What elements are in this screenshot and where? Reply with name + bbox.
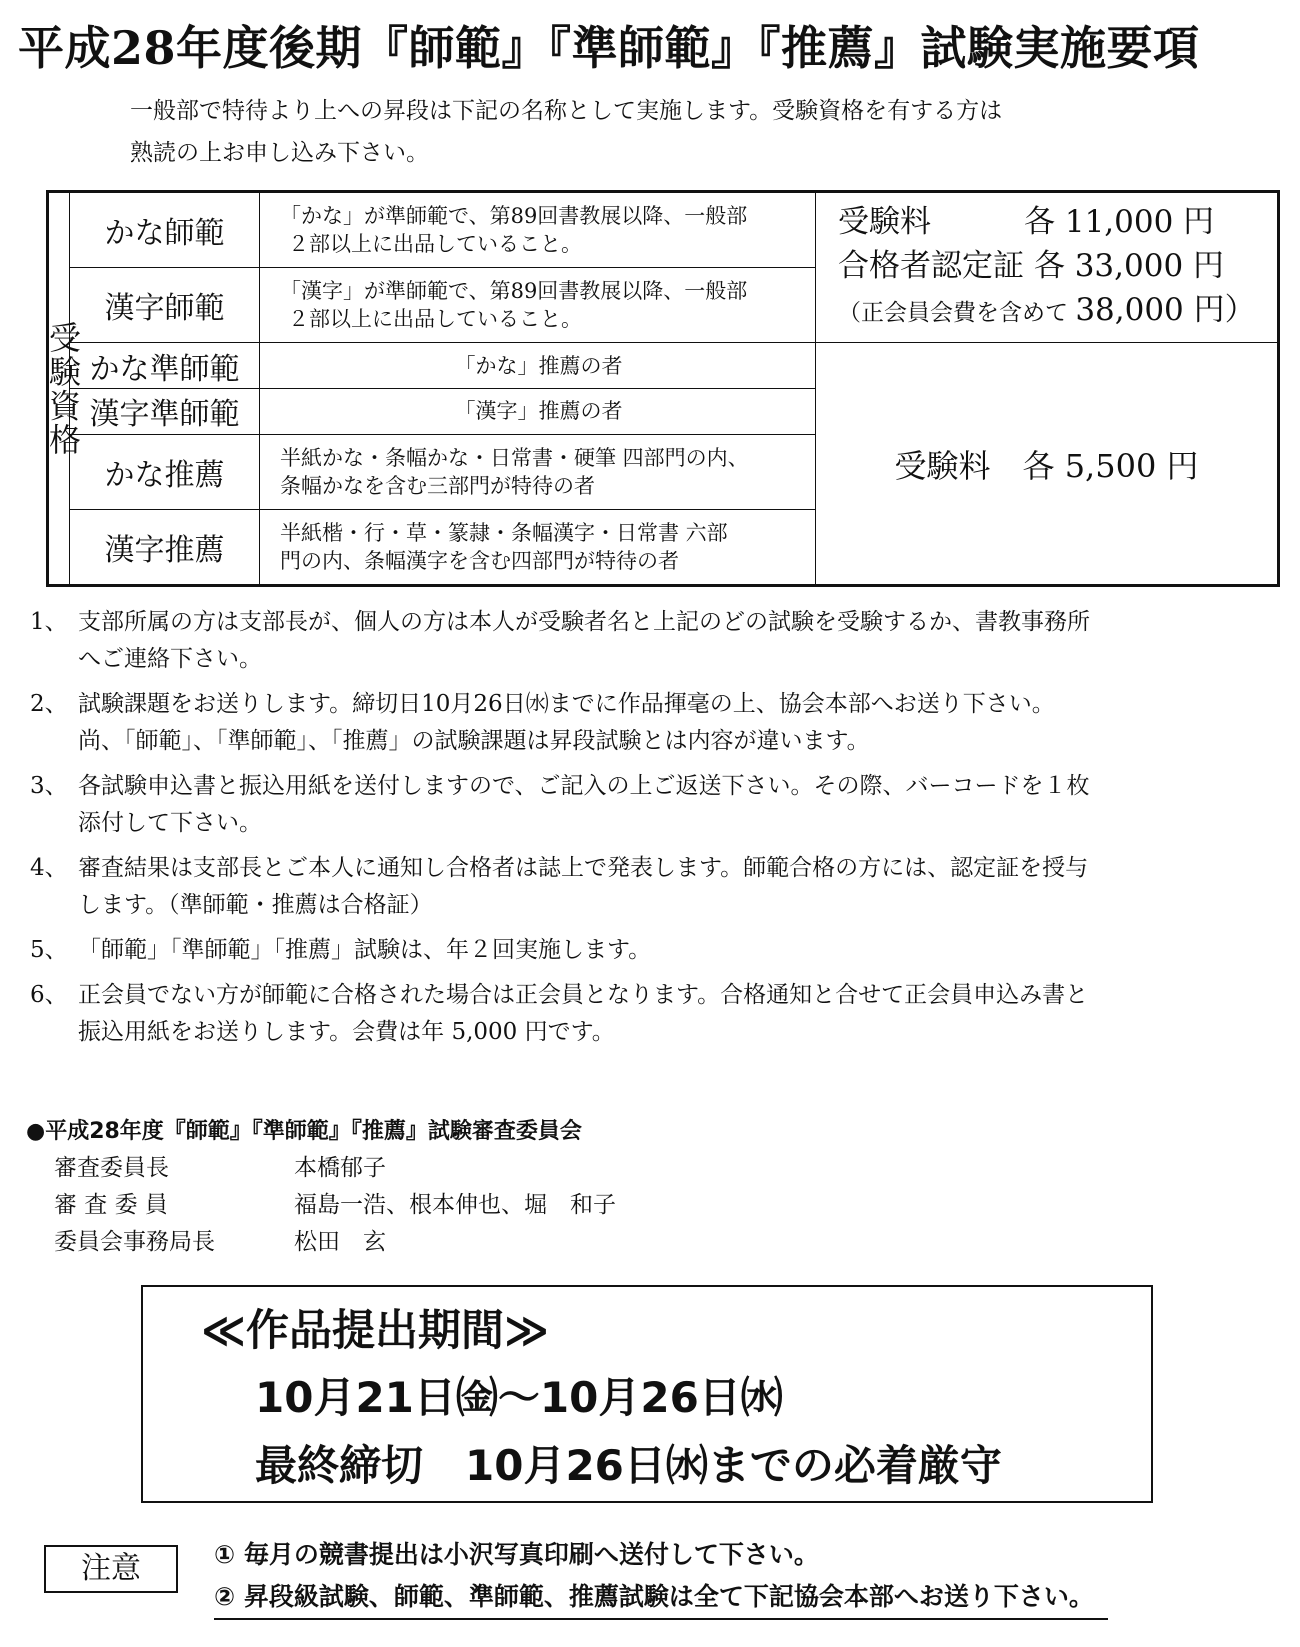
exam-name: 漢字推薦 <box>70 510 260 586</box>
page-title: 平成28年度後期『師範』『準師範』『推薦』試験実施要項 <box>18 21 1200 75</box>
notes-list <box>30 604 1280 1059</box>
note-item: 3、 各試験申込書と振込用紙を送付しますので、ご記入の上ご返送下さい。その際、バーコードを１枚 添付して下さい。 <box>30 773 1090 836</box>
exam-condition: 「漢字」推薦の者 <box>260 388 816 434</box>
exam-condition: 「かな」推薦の者 <box>260 343 816 389</box>
note-item: 2、 試験課題をお送りします。締切日10月26日㈬までに作品揮毫の上、協会本部へお送り下さい。 尚、「師範」、「準師範」、「推薦」の試験課題は昇段試験とは内容が違います。 <box>30 691 1055 754</box>
exam-condition: 「漢字」が準師範で、第89回書教展以降、一般部 ２部以上に出品していること。 <box>260 267 816 343</box>
submission-period-box <box>141 1285 1153 1503</box>
caution-item: ② 昇段級試験、師範、準師範、推薦試験は全て下記協会本部へお送り下さい。 <box>214 1576 1108 1620</box>
exam-name: かな準師範 <box>70 343 260 389</box>
period-dates: 10月21日㈮～10月26日㈬ <box>255 1373 783 1422</box>
committee-heading: ●平成28年度『師範』『準師範』『推薦』試験審査委員会 <box>26 1119 582 1144</box>
committee-member: 審 査 委 員 福島一浩、根本伸也、堀 和子 <box>54 1192 616 1218</box>
exam-name: 漢字師範 <box>70 267 260 343</box>
fee-junshihan-suisen: 受験料 各 5,500 円 <box>816 343 1279 586</box>
exam-condition: 半紙楷・行・草・篆隷・条幅漢字・日常書 六部 門の内、条幅漢字を含む四部門が特待の者 <box>260 510 816 586</box>
fee-shihan <box>816 192 1279 343</box>
caution-item: ① 毎月の競書提出は小沢写真印刷へ送付して下さい。 <box>214 1540 819 1569</box>
fee-line: 合格者認定証 各 33,000 円 <box>838 248 1225 285</box>
caution-label: 注意 <box>44 1545 178 1593</box>
exam-name: かな師範 <box>70 192 260 268</box>
exam-condition: 「かな」が準師範で、第89回書教展以降、一般部 ２部以上に出品していること。 <box>260 192 816 268</box>
qualification-table <box>46 190 1280 587</box>
committee-member: 審査委員長 本橋郁子 <box>54 1155 386 1181</box>
exam-name: かな推薦 <box>70 434 260 510</box>
note-item: 1、 支部所属の方は支部長が、個人の方は本人が受験者名と上記のどの試験を受験するか、書教事務所 へご連絡下さい。 <box>30 609 1090 672</box>
fee-note: （正会員会費を含めて 38,000 円） <box>838 292 1256 329</box>
intro-line: 熟読の上お申し込み下さい。 <box>130 140 429 166</box>
intro-text <box>130 90 1250 174</box>
exam-condition: 半紙かな・条幅かな・日常書・硬筆 四部門の内、 条幅かなを含む三部門が特待の者 <box>260 434 816 510</box>
note-item: 5、 「師範」「準師範」「推薦」試験は、年２回実施します。 <box>30 937 652 963</box>
note-item: 6、 正会員でない方が師範に合格された場合は正会員となります。合格通知と合せて正会員申込み書と 振込用紙をお送りします。会費は年 5,000 円です。 <box>30 982 1089 1045</box>
exam-name: 漢字準師範 <box>70 388 260 434</box>
caution-list <box>214 1534 1284 1620</box>
fee-line: 受験料 各 11,000 円 <box>838 204 1215 241</box>
period-deadline: 最終締切 10月26日㈬までの必着厳守 <box>255 1441 1002 1490</box>
period-heading: ≪作品提出期間≫ <box>201 1306 550 1356</box>
note-item: 4、 審査結果は支部長とご本人に通知し合格者は誌上で発表します。師範合格の方には、認定証を授与 します。（準師範・推薦は合格証） <box>30 855 1089 918</box>
committee-section <box>26 1114 826 1261</box>
intro-line: 一般部で特待より上への昇段は下記の名称として実施します。受験資格を有する方は <box>130 98 1003 124</box>
qualification-side-label: 受 験 資 格 <box>48 192 70 586</box>
committee-member: 委員会事務局長 松田 玄 <box>54 1229 386 1255</box>
